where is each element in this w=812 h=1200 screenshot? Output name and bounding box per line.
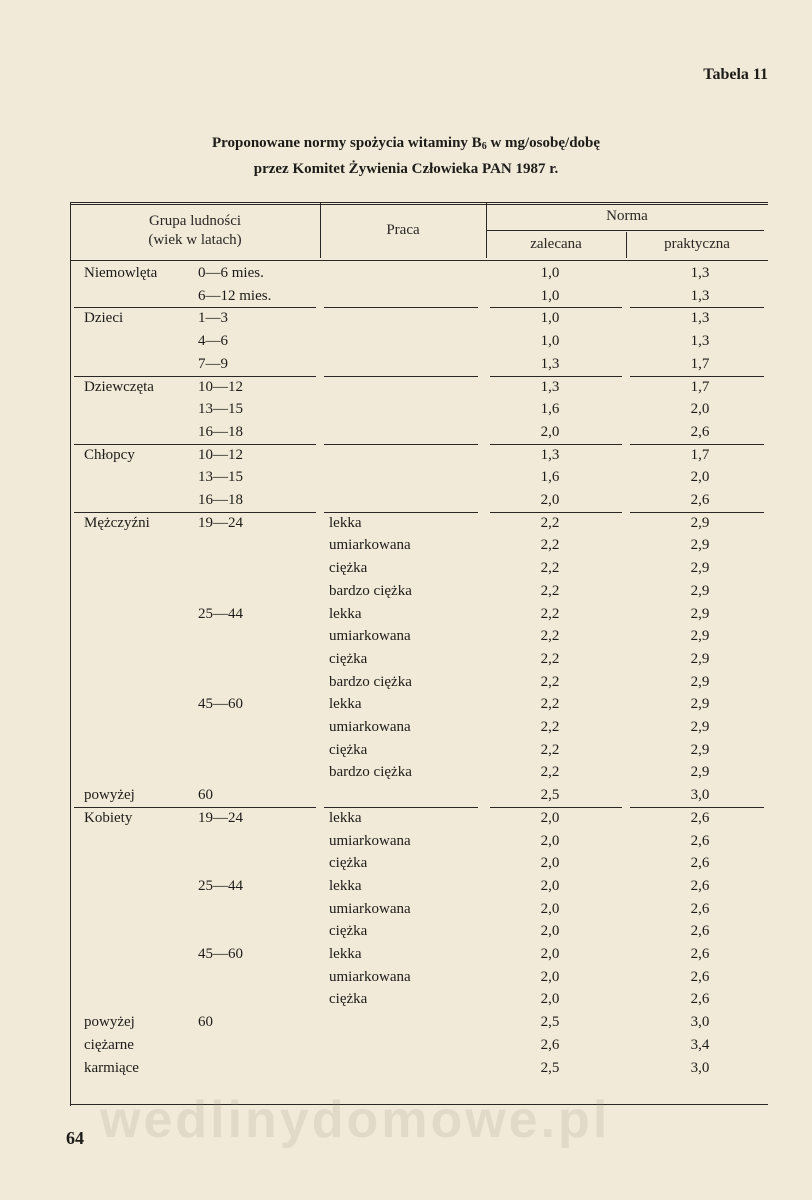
cell-group: Kobiety [84,809,133,826]
cell-praktyczna: 1,3 [690,310,710,327]
cell-praktyczna: 1,3 [690,287,710,304]
table-row [70,920,768,943]
cell-work: umiarkowana [329,719,411,735]
cell-work: ciężka [329,855,368,872]
cell-praktyczna: 2,9 [690,741,710,758]
cell-praktyczna: 1,7 [690,355,710,372]
cell-age: 16—18 [198,423,243,440]
cell-zalecana: 1,0 [540,265,560,281]
cell-work: ciężka [329,923,368,940]
cell-zalecana: 1,6 [540,401,560,418]
cell-group: Chłopcy [84,446,135,463]
cell-group: ciężarne [84,1036,134,1053]
cell-praktyczna: 2,9 [690,696,710,713]
cell-work: lekka [329,877,362,894]
cell-zalecana: 2,5 [540,1014,560,1031]
cell-praktyczna: 2,6 [690,968,710,985]
cell-work: lekka [329,696,362,713]
cell-group: powyżej [84,1014,135,1031]
page-number: 64 [66,1128,84,1148]
cell-group: Dzieci [84,310,124,327]
cell-work: bardzo ciężka [329,582,412,599]
header-praktyczna: praktyczna [664,236,730,252]
cell-praktyczna: 2,9 [690,582,710,599]
table-row [70,557,768,580]
cell-age: 45—60 [198,946,243,962]
header-norma: Norma [606,208,648,224]
cell-age: 1—3 [198,310,228,327]
table-row [70,262,768,285]
cell-praktyczna: 3,4 [690,1036,710,1053]
cell-praktyczna: 2,6 [690,900,710,917]
cell-zalecana: 2,6 [540,1036,560,1053]
table-row [70,444,768,467]
cell-age: 10—12 [198,446,243,463]
cell-praktyczna: 2,9 [690,764,710,781]
cell-zalecana: 1,3 [540,355,560,372]
table-row [70,1011,768,1034]
cell-age: 13—15 [198,469,243,486]
cell-zalecana: 2,0 [540,832,560,849]
header-work: Praca [386,222,420,238]
cell-work: lekka [329,809,362,826]
cell-praktyczna: 1,7 [690,378,710,395]
title-line-2: przez Komitet Żywienia Człowieka PAN 1987 r. [253,161,559,177]
cell-praktyczna: 2,9 [690,514,710,531]
cell-work: bardzo ciężka [329,673,412,690]
cell-group: powyżej [84,787,135,804]
cell-praktyczna: 2,6 [690,423,710,440]
cell-age: 10—12 [198,378,243,395]
cell-zalecana: 2,0 [540,492,560,508]
cell-work: ciężka [329,741,368,758]
table-title [0,132,812,180]
table-row [70,512,768,535]
table-row [70,603,768,626]
cell-zalecana: 2,0 [540,991,560,1008]
cell-praktyczna: 1,7 [690,446,710,463]
header-zalecana: zalecana [530,236,582,252]
table-row [70,648,768,671]
cell-zalecana: 1,3 [540,446,560,463]
norma-rule [486,230,764,231]
table-row [70,852,768,875]
table-row [70,376,768,399]
cell-age: 13—15 [198,401,243,418]
cell-work: lekka [329,605,362,622]
cell-praktyczna: 2,0 [690,401,710,418]
cell-work: lekka [329,946,362,962]
cell-age: 4—6 [198,333,228,350]
cell-zalecana: 2,2 [540,741,560,758]
header-group: Grupa ludności (wiek w latach) [148,213,242,248]
cell-praktyczna: 2,9 [690,605,710,622]
cell-zalecana: 2,2 [540,537,560,554]
cell-zalecana: 2,2 [540,582,560,599]
cell-work: umiarkowana [329,900,411,917]
cell-group: Niemowlęta [84,265,158,281]
table-row [70,1057,768,1080]
table-row [70,830,768,853]
table-row [70,466,768,489]
cell-praktyczna: 2,0 [690,469,710,486]
cell-age: 45—60 [198,696,243,713]
cell-work: bardzo ciężka [329,764,412,781]
table-row [70,489,768,512]
cell-age: 19—24 [198,514,243,531]
table-row [70,807,768,830]
table-row [70,625,768,648]
cell-zalecana: 2,2 [540,628,560,645]
table-row [70,761,768,784]
cell-praktyczna: 2,6 [690,492,710,508]
cell-work: ciężka [329,991,368,1008]
cell-age: 19—24 [198,809,243,826]
cell-age: 7—9 [198,355,228,372]
vitamin-table [70,202,768,1106]
table-row [70,285,768,308]
cell-zalecana: 2,2 [540,650,560,667]
table-row [70,943,768,966]
cell-age: 60 [198,1014,213,1031]
cell-zalecana: 1,0 [540,287,560,304]
title-line-1: Proponowane normy spożycia witaminy $B_6$ w mg/osobę/dobę [211,135,601,152]
table-row [70,784,768,807]
cell-zalecana: 1,0 [540,333,560,350]
cell-group: Mężczyźni [84,514,150,531]
cell-praktyczna: 1,3 [690,333,710,350]
table-row [70,898,768,921]
cell-praktyczna: 3,0 [690,1059,710,1076]
cell-age: 16—18 [198,492,243,508]
cell-zalecana: 2,0 [540,900,560,917]
cell-work: umiarkowana [329,968,411,985]
table-row [70,421,768,444]
watermark: wedlinydomowe.pl [100,1091,611,1149]
cell-zalecana: 2,0 [540,809,560,826]
table-row [70,307,768,330]
cell-age: 25—44 [198,605,243,622]
table-row [70,693,768,716]
cell-praktyczna: 2,9 [690,537,710,554]
cell-zalecana: 2,0 [540,968,560,985]
table-row [70,875,768,898]
table-row [70,716,768,739]
cell-praktyczna: 2,6 [690,832,710,849]
cell-praktyczna: 2,6 [690,809,710,826]
cell-work: ciężka [329,560,368,577]
cell-zalecana: 2,2 [540,719,560,735]
cell-group: Dziewczęta [84,378,154,395]
cell-zalecana: 2,5 [540,1059,560,1076]
cell-zalecana: 2,0 [540,855,560,872]
cell-praktyczna: 2,6 [690,923,710,940]
table-row [70,580,768,603]
cell-zalecana: 2,0 [540,946,560,962]
cell-age: 6—12 mies. [198,287,272,304]
cell-praktyczna: 3,0 [690,787,710,804]
cell-work: ciężka [329,650,368,667]
cell-zalecana: 1,6 [540,469,560,486]
cell-praktyczna: 2,6 [690,877,710,894]
cell-praktyczna: 2,6 [690,855,710,872]
header-bottom-rule [70,260,768,261]
cell-work: umiarkowana [329,832,411,849]
table-top-rule [70,202,768,203]
cell-praktyczna: 2,9 [690,719,710,735]
table-row [70,353,768,376]
cell-zalecana: 2,5 [540,787,560,804]
cell-zalecana: 2,2 [540,673,560,690]
cell-age: 0—6 mies. [198,265,264,281]
cell-praktyczna: 3,0 [690,1014,710,1031]
cell-zalecana: 2,2 [540,514,560,531]
table-row [70,398,768,421]
table-row [70,988,768,1011]
table-row [70,330,768,353]
cell-praktyczna: 2,9 [690,560,710,577]
cell-praktyczna: 2,9 [690,628,710,645]
cell-work: umiarkowana [329,537,411,554]
cell-work: umiarkowana [329,628,411,645]
cell-zalecana: 2,2 [540,560,560,577]
cell-zalecana: 2,0 [540,877,560,894]
cell-zalecana: 1,3 [540,378,560,395]
cell-work: lekka [329,514,362,531]
cell-age: 25—44 [198,877,243,894]
table-label: Tabela 11 [703,66,768,83]
cell-praktyczna: 2,6 [690,991,710,1008]
cell-praktyczna: 2,6 [690,946,710,962]
table-top-rule-double [70,204,768,205]
cell-praktyczna: 2,9 [690,673,710,690]
table-row [70,966,768,989]
table-row [70,534,768,557]
table-row [70,671,768,694]
cell-group: karmiące [84,1059,139,1076]
cell-zalecana: 2,2 [540,764,560,781]
table-row [70,1034,768,1057]
cell-zalecana: 2,0 [540,423,560,440]
cell-zalecana: 2,0 [540,923,560,940]
cell-zalecana: 2,2 [540,696,560,713]
cell-praktyczna: 2,9 [690,650,710,667]
table-row [70,739,768,762]
cell-zalecana: 1,0 [540,310,560,327]
cell-age: 60 [198,787,213,804]
cell-zalecana: 2,2 [540,605,560,622]
cell-praktyczna: 1,3 [690,265,710,281]
